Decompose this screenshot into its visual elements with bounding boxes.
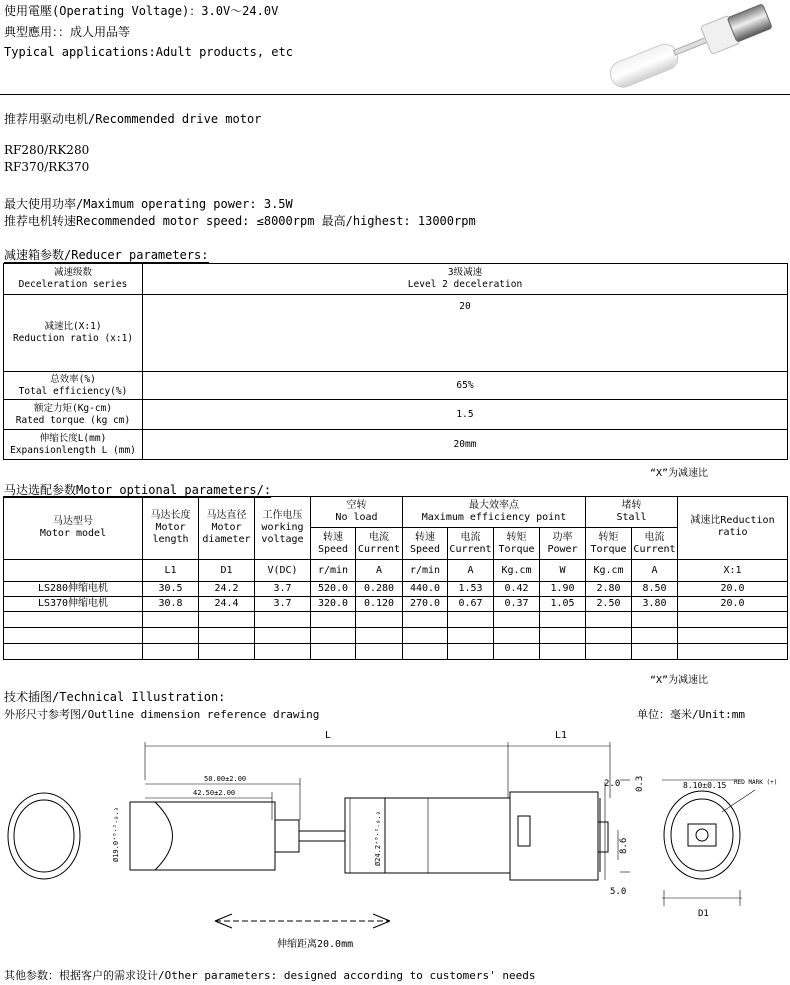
table-cell: 2.50	[586, 597, 632, 612]
header-stall: 堵转 Stall	[586, 497, 678, 528]
motor-params-note: “X”为减速比	[650, 675, 709, 686]
units-cell: r/min	[311, 560, 356, 582]
dim-810: 8.10±0.15	[683, 781, 727, 790]
units-cell	[4, 560, 143, 582]
end-view-right-inner	[671, 799, 733, 871]
reducer-label: 减速级数 Deceleration series	[4, 264, 143, 295]
operating-voltage: 使用電壓(Operating Voltage)：3.0V～24.0V	[4, 4, 279, 18]
table-row	[4, 582, 788, 597]
footer-other-params: 其他参数：根据客户的需求设计/Other parameters: designed according to customers' needs	[4, 969, 536, 982]
illustration-subtitle: 外形尺寸参考图/Outline dimension reference drawing	[4, 708, 320, 721]
table-row	[4, 628, 788, 644]
end-view-inner	[14, 800, 74, 872]
reducer-label: 减速比(X:1) Reduction ratio (x:1)	[4, 295, 143, 372]
subheader: 电流 Current	[448, 528, 494, 560]
reducer-label: 伸缩长度L(mm) Expansionlength L (mm)	[4, 430, 143, 460]
table-cell: 3.80	[632, 597, 678, 612]
product-photo	[595, 0, 785, 92]
typical-applications-cn: 典型應用：：成人用品等	[4, 25, 131, 39]
table-cell: 1.53	[448, 582, 494, 597]
table-cell: 0.120	[356, 597, 403, 612]
reducer-value: 65%	[143, 372, 788, 400]
table-cell: 440.0	[403, 582, 448, 597]
table-row	[4, 644, 788, 660]
end-view-outer	[8, 793, 80, 879]
header-no-load: 空转 No load	[311, 497, 403, 528]
header-model: 马达型号 Motor model	[4, 497, 143, 560]
table-cell: 2.80	[586, 582, 632, 597]
table-cell: 520.0	[311, 582, 356, 597]
table-cell: 24.4	[199, 597, 255, 612]
unit-label: 单位：毫米/Unit:mm	[637, 708, 745, 721]
table-row	[4, 264, 788, 295]
dim-l1: L1	[555, 730, 568, 741]
recommended-motor-title: 推荐用驱动电机/Recommended drive motor	[4, 112, 262, 126]
reducer-value: 1.5	[143, 400, 788, 430]
subheader: 转速 Speed	[311, 528, 356, 560]
units-cell: W	[540, 560, 586, 582]
table-row	[4, 295, 788, 372]
units-cell: L1	[143, 560, 199, 582]
red-mark: RED MARK (+)	[734, 779, 778, 786]
units-cell: Kg.cm	[586, 560, 632, 582]
table-cell: LS280伸缩电机	[4, 582, 143, 597]
subheader: 转矩 Torque	[586, 528, 632, 560]
table-cell: 0.67	[448, 597, 494, 612]
subheader: 转矩 Torque	[494, 528, 540, 560]
table-cell: 30.8	[143, 597, 199, 612]
table-cell: 1.90	[540, 582, 586, 597]
table-cell: 0.42	[494, 582, 540, 597]
end-view-right-outer	[664, 791, 740, 879]
stroke-distance: 伸缩距离20.0mm	[277, 939, 354, 950]
reducer-note: “X”为减速比	[650, 468, 709, 479]
motor-rf280: RF280/RK280	[4, 143, 90, 157]
table-cell: 320.0	[311, 597, 356, 612]
dim-d1: D1	[698, 909, 709, 919]
units-cell: D1	[199, 560, 255, 582]
table-row	[4, 560, 788, 582]
extend-tip	[130, 802, 275, 870]
dim-42: 42.50±2.00	[193, 789, 236, 797]
table-cell: LS370伸缩电机	[4, 597, 143, 612]
recommended-speed: 推荐电机转速Recommended motor speed: ≤8000rpm 最高/highest: 13000rpm	[4, 214, 476, 228]
header-diameter: 马达直径 Motor diameter	[199, 497, 255, 560]
units-cell: X:1	[678, 560, 788, 582]
dim-d24: Ø24.2⁺⁰·²₋₀.₃	[374, 811, 382, 866]
header-voltage: 工作电压 working voltage	[255, 497, 311, 560]
motor-params-table	[3, 496, 788, 660]
table-cell: 3.7	[255, 597, 311, 612]
reducer-value: 3级减速 Level 2 deceleration	[143, 264, 788, 295]
table-cell: 270.0	[403, 597, 448, 612]
header-max-efficiency: 最大效率点 Maximum efficiency point	[403, 497, 586, 528]
reducer-title: 减速箱参数/Reducer parameters:	[4, 248, 209, 262]
dim-50: 50.00±2.00	[204, 775, 247, 783]
typical-applications-en: Typical applications:Adult products, etc	[4, 45, 293, 59]
header-length: 马达长度 Motor length	[143, 497, 199, 560]
table-row	[4, 372, 788, 400]
motor-params-title: 马达选配参数Motor optional parameters/:	[4, 483, 272, 497]
dim-d19: Ø19.0⁺⁰·²₋₀.₃	[112, 807, 120, 862]
reducer-label: 额定力矩(Kg-cm) Rated torque (kg cm)	[4, 400, 143, 430]
header-reduction-ratio: 减速比Reduction ratio	[678, 497, 788, 560]
reducer-table	[3, 263, 788, 460]
table-cell: 3.7	[255, 582, 311, 597]
subheader: 电流 Current	[356, 528, 403, 560]
dim-l: L	[325, 730, 332, 741]
units-cell: r/min	[403, 560, 448, 582]
table-cell: 30.5	[143, 582, 199, 597]
table-cell: 20.0	[678, 582, 788, 597]
extend-tip-curve	[155, 802, 173, 870]
dim-2: 2.0	[604, 779, 621, 789]
table-cell: 0.37	[494, 597, 540, 612]
reducer-label: 总效率(%) Total efficiency(%)	[4, 372, 143, 400]
reducer-value: 20	[143, 295, 788, 372]
dim-5: 5.0	[610, 887, 627, 897]
dim-03: 0.3	[635, 775, 645, 792]
table-row	[4, 430, 788, 460]
table-cell: 1.05	[540, 597, 586, 612]
illustration-title: 技术插图/Technical Illustration:	[4, 690, 226, 704]
motor-rf370: RF370/RK370	[4, 160, 90, 174]
max-operating-power: 最大使用功率/Maximum operating power: 3.5W	[4, 197, 293, 211]
table-cell: 20.0	[678, 597, 788, 612]
outline-drawing	[0, 720, 790, 955]
table-cell: 8.50	[632, 582, 678, 597]
table-row	[4, 597, 788, 612]
table-cell: 0.280	[356, 582, 403, 597]
units-cell: Kg.cm	[494, 560, 540, 582]
table-row	[4, 612, 788, 628]
subheader: 电流 Current	[632, 528, 678, 560]
units-cell: A	[632, 560, 678, 582]
units-cell: A	[356, 560, 403, 582]
subheader: 功率 Power	[540, 528, 586, 560]
dim-86: 8.6	[619, 837, 629, 854]
reducer-value: 20mm	[143, 430, 788, 460]
subheader: 转速 Speed	[403, 528, 448, 560]
table-row	[4, 400, 788, 430]
units-cell: V(DC)	[255, 560, 311, 582]
units-cell: A	[448, 560, 494, 582]
table-row	[4, 497, 788, 528]
table-cell: 24.2	[199, 582, 255, 597]
